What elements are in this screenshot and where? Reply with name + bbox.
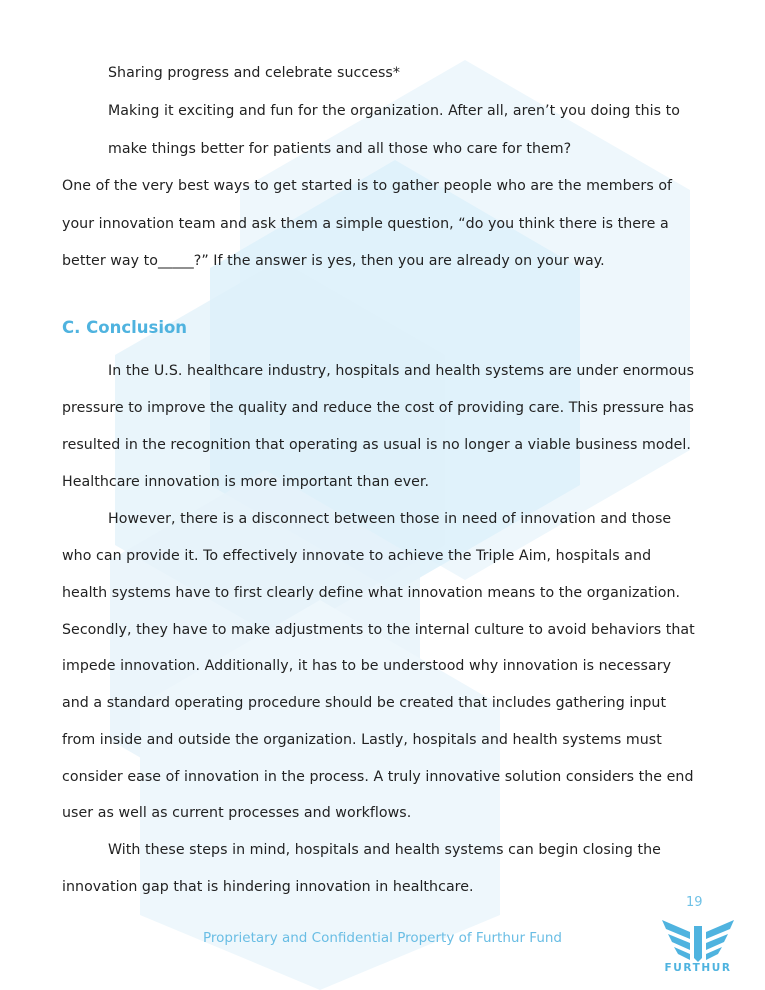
body-text-line: However, there is a disconnect between those in need of innovation and those [108,511,672,527]
body-text-line: resulted in the recognition that operating as usual is no longer a viable business model. [62,437,691,453]
body-text-line: With these steps in mind, hospitals and health systems can begin closing the [108,842,661,858]
body-text-line: Healthcare innovation is more important than ever. [62,474,430,490]
bullet-line: Making it exciting and fun for the organization. After all, aren’t you doing this to [108,103,680,119]
page-number: 19 [686,895,703,910]
body-text-line: Secondly, they have to make adjustments to the internal culture to avoid behaviors that [62,622,695,638]
body-text-line: better way to_____?” If the answer is yes, then you are already on your way. [62,253,605,269]
bullet-line: make things better for patients and all those who care for them? [108,141,572,157]
body-text-line: your innovation team and ask them a simple question, “do you think there is there a [62,216,669,232]
body-text-line: user as well as current processes and workflows. [62,805,412,821]
section-heading: C. Conclusion [62,318,188,337]
body-text-line: from inside and outside the organization. Lastly, hospitals and health systems must [62,732,662,748]
footer-text: Proprietary and Confidential Property of Furthur Fund [202,930,563,946]
logo-wordmark: FURTHUR [664,962,732,974]
body-text-line: health systems have to first clearly define what innovation means to the organization. [62,585,681,601]
body-text-line: and a standard operating procedure should be created that includes gathering input [62,695,667,711]
body-text-line: who can provide it. To effectively innovate to achieve the Triple Aim, hospitals and [62,548,652,564]
body-text-line: pressure to improve the quality and reduce the cost of providing care. This pressure has [62,400,694,416]
body-text-line: impede innovation. Additionally, it has to be understood why innovation is necessary [62,658,672,674]
body-text-line: In the U.S. healthcare industry, hospitals and health systems are under enormous [108,363,695,379]
body-text-line: One of the very best ways to get started is to gather people who are the members of [62,178,673,194]
bullet-line: Sharing progress and celebrate success* [108,65,401,81]
body-text-line: innovation gap that is hindering innovation in healthcare. [62,879,474,895]
body-text-line: consider ease of innovation in the process. A truly innovative solution considers the end [62,769,694,785]
